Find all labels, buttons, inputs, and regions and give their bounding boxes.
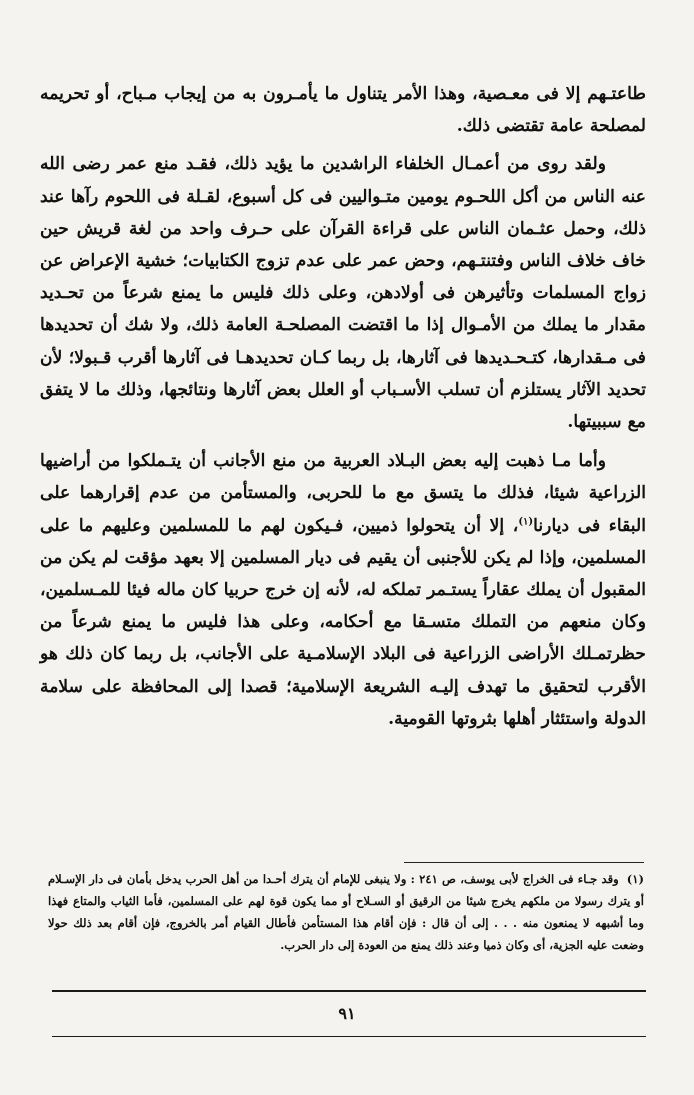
paragraph-3-head: وأما مـا ذهبت إليه بعض البـلاد العربية من منع الأجانب أن يتـملكوا من أراضيها الزراعية شيئا، فذلك ما يتسق مع ما للحربى، والمستأمن من عدم إقرارهما على البقاء فى ديارنا bbox=[40, 451, 646, 536]
main-text bbox=[40, 78, 646, 735]
paragraph-3-tail: ، إلا أن يتحولوا ذميين، فـيكون لهم ما للمسلمين وعليهم ما على المسلمين، وإذا لم يكن للأجنبى أن يقيم فى ديار المسلمين إلا بعهد مؤقت لم يكن من المقبول أن يملك عقاراً يستـمر تملكه له، لأنه إن خرج حربيا كان ماله فيئا للمـسلمين، وكان منعهم من التملك متسـقا مع أحكامه، وعلى هذا فليس ما يمنع شرعاً من حظرتمـلك الأراضى الزراعية فى البلاد الإسلامـية على الأجانب، بل ربما كان ذلك هو الأقرب لتحقيق ما تهدف إليـه الشريعة الإسلامية؛ قصدا إلى المحافظة على سلامة الدولة واستئثار أهلها بثروتها القومية. bbox=[40, 515, 646, 729]
footnote-separator bbox=[404, 862, 644, 863]
paragraph-2: ولقد روى من أعمـال الخلفاء الراشدين ما يؤيد ذلك، فقـد منع عمر رضى الله عنه الناس من أكل اللحـوم يومين متـواليين فى كل أسبوع، لقـلة فى اللحوم رآها عند ذلك، وحمل عثـمان الناس على قراءة القرآن على حـرف واحد من لغة قريش حين خاف خلاف الناس وفتنتـهم، وحض عمر على عدم تزوج الكتابيات؛ خشية الإعراض عن زواج المسلمات وتأثيرهن فى أولادهن، وعلى ذلك فليس ما يمنع شرعاً من تحـديد مقدار ما يملك من الأمـوال إذا ما اقتضت المصلحـة العامة ذلك، ولا شك أن تحديدها فى مـقدارها، كتـحـديدها فى آثارها، بل ربما كـان تحديدهـا فى آثارها أقرب قـبولا؛ لأن تحديد الآثار يستلزم أن تسلب الأسـباب أو العلل بعض آثارها ونتائجها، وذلك ما لا يتفق مع سببيتها. bbox=[40, 154, 646, 433]
paragraph-3 bbox=[40, 445, 646, 735]
footer-rule-bottom bbox=[52, 1036, 646, 1037]
footnote-text: وقد جـاء فى الخراج لأبى يوسف، ص ٢٤١ : ولا ينبغى للإمام أن يترك أحـدا من أهل الحرب يدخل بأمان فى دار الإسـلام أو يترك رسولا من ملكهم يخرج شيئا من الرقيق أو السـلاح أو مما يكون قوة لهم على المسلمين، فأما الثياب والمتاع فهذا وما أشبهه لا يمنعون منه . . . إلى أن قال : فإن أقام هذا المستأمن فأطال القيام أمر بالخروج، فإن أقام بعد ذلك حولا وضعت عليه الجزية، أى وكان ذميا وعند ذلك يمنع من العودة إلى دار الحرب. bbox=[48, 872, 644, 952]
footer-rule-top bbox=[52, 990, 646, 992]
paragraph-1: طاعتـهم إلا فى معـصية، وهذا الأمر يتناول ما يأمـرون به من إيجاب مـباح، أو تحريمه لمصلحة عامة تقتضى ذلك. bbox=[40, 84, 646, 137]
footnote-marker: (١) bbox=[626, 872, 644, 886]
footnote-reference: (١) bbox=[518, 515, 534, 527]
footnote bbox=[48, 868, 644, 956]
page-number: ٩١ bbox=[338, 1004, 356, 1023]
